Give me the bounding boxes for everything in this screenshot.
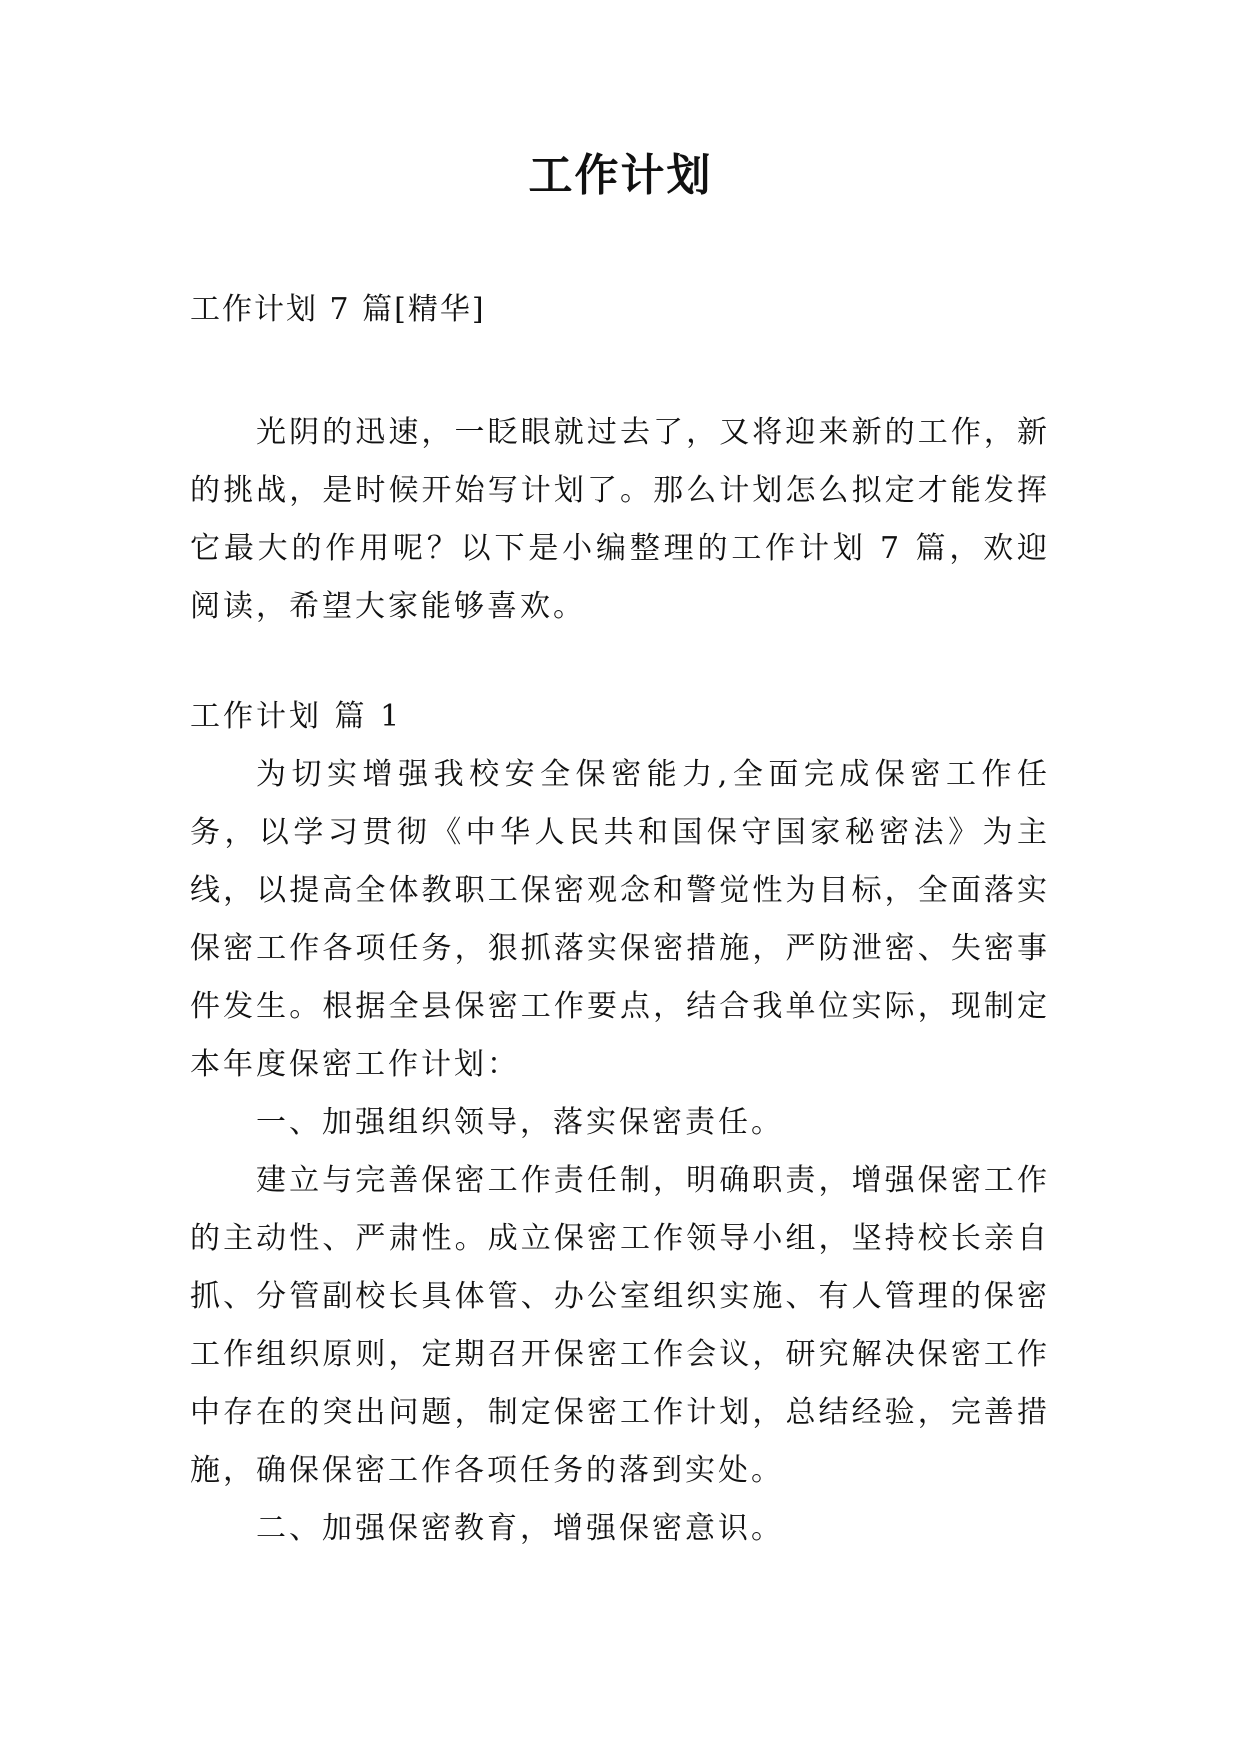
section-paragraph-2: 一、加强组织领导，落实保密责任。 <box>256 1105 784 1140</box>
intro-block <box>190 404 1050 636</box>
section-paragraph-4: 二、加强保密教育，增强保密意识。 <box>256 1511 784 1546</box>
document-title: 工作计划 <box>528 150 713 201</box>
section-heading: 工作计划 篇 1 <box>190 699 403 734</box>
section-paragraph-1: 为切实增强我校安全保密能力,全面完成保密工作任务，以学习贯彻《中华人民共和国保守国家秘密法》为主线，以提高全体教职工保密观念和警觉性为目标，全面落实保密工作各项任务，狠抓落实保密措施，严防泄密、失密事件发生。根据全县保密工作要点，结合我单位实际，现制定本年度保密工作计划： <box>190 757 1050 1082</box>
section-paragraph-3: 建立与完善保密工作责任制，明确职责，增强保密工作的主动性、严肃性。成立保密工作领导小组，坚持校长亲自抓、分管副校长具体管、办公室组织实施、有人管理的保密工作组织原则，定期召开保密工作会议，研究解决保密工作中存在的突出问题，制定保密工作计划，总结经验，完善措施，确保保密工作各项任务的落到实处。 <box>190 1163 1050 1488</box>
intro-paragraph: 光阴的迅速，一眨眼就过去了，又将迎来新的工作，新的挑战，是时候开始写计划了。那么计划怎么拟定才能发挥它最大的作用呢？以下是小编整理的工作计划 7 篇，欢迎阅读，希望大家能够喜欢。 <box>190 415 1050 624</box>
section-1 <box>190 688 1050 1558</box>
document-subtitle: 工作计划 7 篇[精华] <box>190 292 486 327</box>
